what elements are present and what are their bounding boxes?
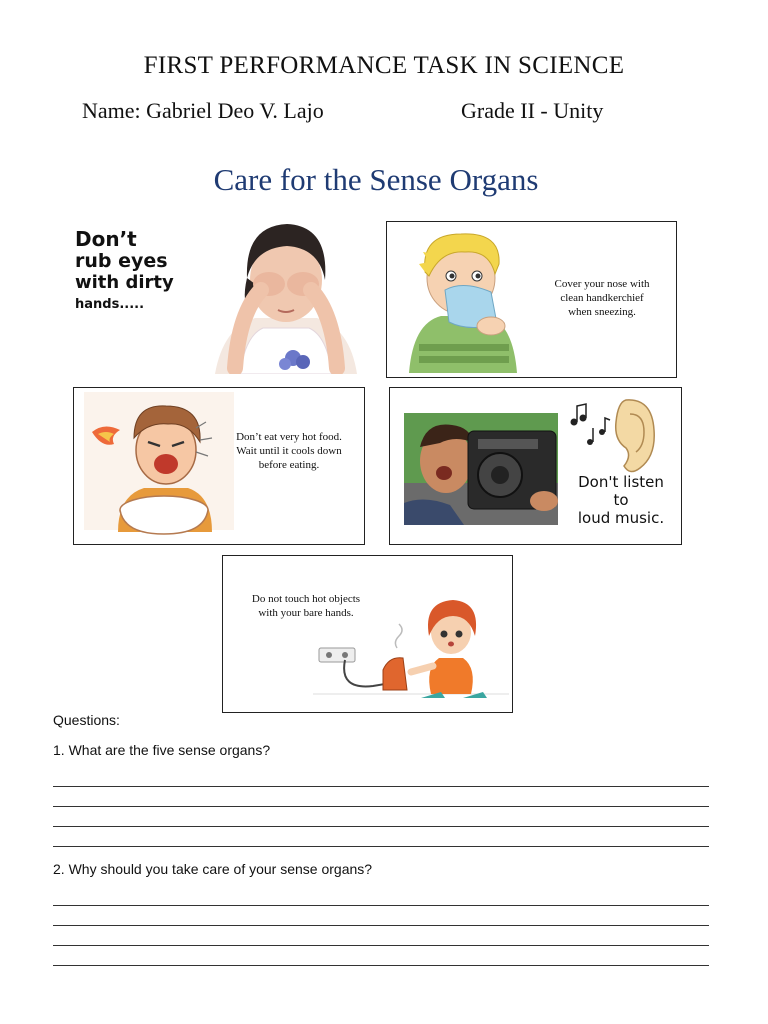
answer-line[interactable] [53,945,709,946]
answer-line[interactable] [53,965,709,966]
card-eyes [72,218,368,374]
boy-sneezing-illustration [405,228,525,373]
boy-eating-hot-food-illustration [84,392,234,537]
nose-caption-2: clean handkerchief [560,292,644,304]
ears-line-2: to [613,491,629,509]
tongue-caption-2: Wait until it cools down [236,445,342,457]
question-2: 2. Why should you take care of your sense organs? [53,861,373,877]
answer-line[interactable] [53,925,709,926]
card-tongue [73,387,365,545]
answer-line[interactable] [53,826,709,827]
answer-line[interactable] [53,806,709,807]
nose-caption-1: Cover your nose with [554,278,650,290]
tongue-caption-1: Don’t eat very hot food. [236,431,342,443]
answer-line[interactable] [53,905,709,906]
answer-line[interactable] [53,846,709,847]
man-loud-music-illustration [404,413,558,525]
card-skin [222,555,513,713]
eyes-line-1: Don’t [75,227,137,251]
girl-hot-iron-illustration [313,586,509,706]
card-nose [386,221,677,378]
eyes-line-4: hands..... [75,297,145,312]
student-name: Name: Gabriel Deo V. Lajo [82,98,324,123]
document-title: FIRST PERFORMANCE TASK IN SCIENCE [143,52,625,79]
card-ears [389,387,682,545]
skin-caption-2: with your bare hands. [258,607,354,619]
worksheet-subtitle: Care for the Sense Organs [213,162,539,197]
eyes-line-3: with dirty [75,272,174,293]
ears-line-1: Don't listen [578,473,664,491]
tongue-caption-3: before eating. [258,459,320,471]
questions-heading: Questions: [53,712,120,728]
ear-music-notes-icon [566,396,676,478]
nose-caption-3: when sneezing. [568,306,636,318]
ears-line-3: loud music. [577,509,665,527]
answer-line[interactable] [53,786,709,787]
child-rubbing-eyes-illustration [205,218,367,374]
grade-section: Grade II - Unity [461,98,604,123]
eyes-line-2: rub eyes [75,250,168,272]
skin-caption-1: Do not touch hot objects [251,593,361,605]
question-1: 1. What are the five sense organs? [53,742,271,758]
